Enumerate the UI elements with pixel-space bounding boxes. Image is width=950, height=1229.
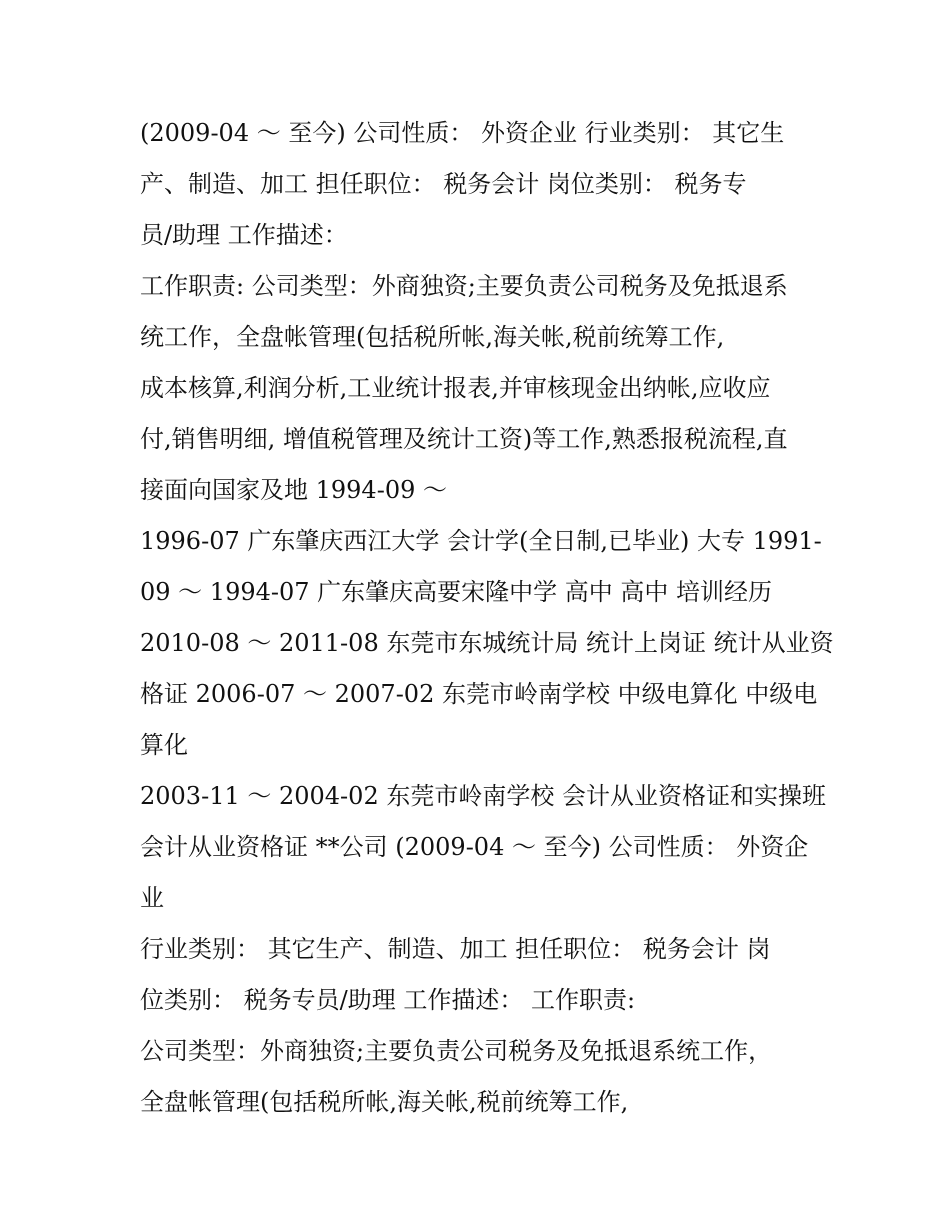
text-line: 2003-11 ～ 2004-02 东莞市岭南学校 会计从业资格证和实操班 (140, 782, 826, 810)
text-line: 全盘帐管理(包括税所帐,海关帐,税前统筹工作, (140, 1088, 629, 1116)
text-line: 2010-08 ～ 2011-08 东莞市东城统计局 统计上岗证 统计从业资 (140, 629, 834, 657)
text-line: 付,销售明细, 增值税管理及统计工资)等工作,熟悉报税流程,直 (140, 425, 788, 453)
text-line: 行业类别： 其它生产、制造、加工 担任职位： 税务会计 岗 (140, 935, 771, 963)
text-line: 成本核算,利润分析,工业统计报表,并审核现金出纳帐,应收应 (140, 374, 771, 402)
resume-text-block (140, 108, 834, 1128)
text-line: 接面向国家及地 1994-09 ～ (140, 476, 447, 504)
text-line: 09 ～ 1994-07 广东肇庆高要宋隆中学 高中 高中 培训经历 (140, 578, 773, 606)
text-line: 业 (140, 884, 164, 912)
text-line: (2009-04 ～ 至今) 公司性质： 外资企业 行业类别： 其它生 (140, 119, 785, 147)
text-line: 工作职责: 公司类型：外商独资;主要负责公司税务及免抵退系 (140, 272, 788, 300)
text-line: 统工作，全盘帐管理(包括税所帐,海关帐,税前统筹工作, (140, 323, 725, 351)
text-line: 格证 2006-07 ～ 2007-02 东莞市岭南学校 中级电算化 中级电 (140, 680, 818, 708)
text-line: 会计从业资格证 **公司 (2009-04 ～ 至今) 公司性质： 外资企 (140, 833, 809, 861)
text-line: 位类别： 税务专员/助理 工作描述： 工作职责: (140, 986, 636, 1014)
text-line: 1996-07 广东肇庆西江大学 会计学(全日制,已毕业) 大专 1991- (140, 527, 822, 555)
text-line: 公司类型：外商独资;主要负责公司税务及免抵退系统工作， (140, 1037, 773, 1065)
text-line: 员/助理 工作描述： (140, 221, 348, 249)
text-line: 算化 (140, 731, 188, 759)
text-line: 产、制造、加工 担任职位： 税务会计 岗位类别： 税务专 (140, 170, 747, 198)
